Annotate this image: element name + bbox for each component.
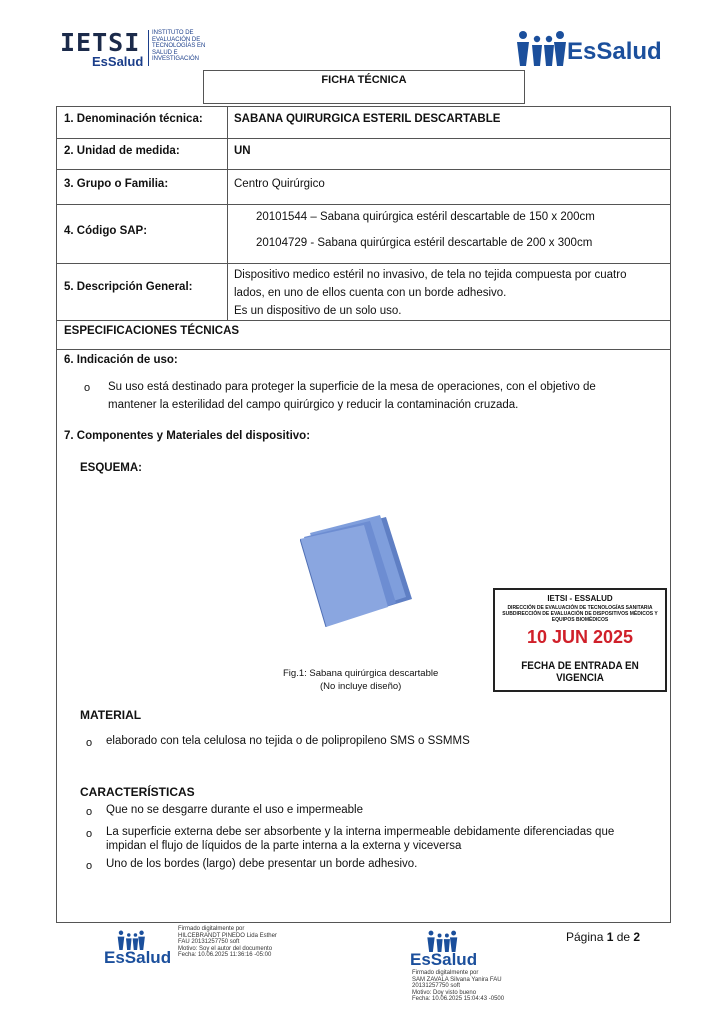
footer-logo-word: EsSalud (104, 948, 172, 967)
value-descripcion-1: Dispositivo medico estéril no invasivo, de tela no tejida compuesta por cuatro (234, 269, 627, 281)
caracteristica-2-line-2: impidan el flujo de líquidos de la parte interna a la externa y viceversa (106, 840, 462, 852)
caracteristicas-title: CARACTERÍSTICAS (80, 785, 195, 799)
section-componentes-title: 7. Componentes y Materiales del dispositivo: (64, 430, 311, 442)
page-prefix: Página (566, 930, 607, 944)
figure-caption: Fig.1: Sabana quirúrgica descartable (283, 668, 439, 679)
stamp-subtitle-2: SUBDIRECCIÓN DE EVALUACIÓN DE DISPOSITIVOS MÉDICOS Y EQUIPOS BIOMÉDICOS (502, 611, 658, 623)
signature-line: Firmado digitalmente por (178, 926, 245, 932)
value-sap-2: 20104729 - Sabana quirúrgica estéril descartable de 200 x 300cm (256, 237, 593, 249)
ietsi-institute-name: INSTITUTO DE EVALUACIÓN DE TECNOLOGÍAS EN SALUD E INVESTIGACIÓN (152, 30, 206, 63)
label-unidad: 2. Unidad de medida: (64, 145, 180, 157)
ietsi-logo-word: IETSI (60, 28, 141, 57)
surgical-sheet-image (300, 515, 420, 627)
signature-line: SAM ZAVALA Silvana Yanira FAU (412, 976, 502, 983)
family-icon (515, 30, 567, 66)
signature-line: Fecha: 10.06.2025 15:04:43 -0500 (412, 996, 505, 1003)
footer-logo-word: EsSalud (410, 950, 478, 969)
value-grupo: Centro Quirúrgico (234, 178, 325, 190)
stamp-date: 10 JUN 2025 (526, 627, 634, 647)
row-divider (56, 263, 670, 264)
bullet-marker: o (86, 828, 93, 840)
page-total: 2 (633, 930, 641, 944)
caracteristica-1: Que no se desgarre durante el uso e impermeable (106, 804, 363, 816)
family-icon (426, 930, 458, 952)
value-denominacion: SABANA QUIRURGICA ESTERIL DESCARTABLE (234, 113, 501, 125)
caracteristica-3: Uno de los bordes (largo) debe presentar un borde adhesivo. (106, 858, 418, 870)
column-divider (227, 106, 228, 320)
footer-essalud-logo-1 (104, 930, 172, 967)
material-title: MATERIAL (80, 708, 142, 722)
essalud-logo (515, 30, 671, 70)
family-icon (116, 930, 146, 950)
signature-line: HILCEBRANDT PINEDO Lida Esther (178, 932, 277, 939)
label-denominacion: 1. Denominación técnica: (64, 113, 203, 125)
ietsi-logo-separator (148, 30, 149, 66)
row-divider (56, 204, 670, 205)
indicacion-line-2: mantener la esterilidad del campo quirúrgico y reducir la contaminación cruzada. (108, 399, 519, 411)
page-number (566, 930, 640, 944)
value-descripcion-3: Es un dispositivo de un solo uso. (234, 305, 402, 317)
stamp-title: IETSI - ESSALUD (547, 594, 613, 603)
vigencia-stamp (493, 588, 667, 692)
footer-essalud-logo-2 (410, 930, 476, 970)
value-sap-1: 20101544 – Sabana quirúrgica estéril descartable de 150 x 200cm (256, 211, 595, 223)
page-separator: de (613, 930, 634, 944)
stamp-footer: FECHA DE ENTRADA EN VIGENCIA (521, 660, 639, 684)
page-current: 1 (606, 930, 614, 944)
signature-line: 20131257750 soft (412, 983, 461, 990)
signature-line: FAU 20131257750 soft (178, 939, 240, 946)
value-descripcion-2: lados, en uno de ellos cuenta con un borde adhesivo. (234, 287, 507, 299)
row-divider (56, 169, 670, 170)
bullet-marker: o (86, 806, 93, 818)
label-grupo: 3. Grupo o Familia: (64, 178, 169, 190)
label-descripcion: 5. Descripción General: (64, 281, 193, 293)
material-text: elaborado con tela celulosa no tejida o de polipropileno SMS o SSMMS (106, 735, 470, 747)
ficha-title: FICHA TÉCNICA (321, 74, 407, 86)
ficha-title-box (203, 70, 525, 104)
bullet-marker: o (86, 860, 93, 872)
section-indicacion-title: 6. Indicación de uso: (64, 354, 178, 366)
esquema-label: ESQUEMA: (80, 462, 142, 474)
signature-block-1 (178, 926, 277, 959)
bullet-marker: o (84, 382, 91, 394)
value-unidad: UN (234, 145, 251, 157)
signature-block-2 (412, 970, 504, 1003)
stamp-subtitle (495, 605, 665, 623)
indicacion-line-1: Su uso está destinado para proteger la superficie de la mesa de operaciones, con el objetivo de (108, 381, 596, 393)
specs-heading: ESPECIFICACIONES TÉCNICAS (64, 325, 240, 337)
caracteristica-2-line-1: La superficie externa debe ser absorbente y la interna impermeable debidamente diferenciadas que (106, 826, 615, 838)
stamp-subtitle-1: DIRECCIÓN DE EVALUACIÓN DE TECNOLOGÍAS SANITARIA (507, 605, 653, 611)
ietsi-logo-sub: EsSalud (92, 54, 144, 69)
essalud-logo-word: EsSalud (567, 38, 662, 65)
figure-caption-note: (No incluye diseño) (320, 681, 402, 692)
row-divider (56, 138, 670, 139)
ietsi-logo (60, 28, 210, 72)
row-divider (56, 320, 670, 321)
bullet-marker: o (86, 737, 93, 749)
signature-line: Fecha: 10.06.2025 11:36:16 -05:00 (178, 952, 272, 959)
signature-line: Motivo: Doy visto bueno (412, 989, 477, 996)
row-divider (56, 349, 670, 350)
label-codigo-sap: 4. Código SAP: (64, 225, 148, 237)
signature-line: Firmado digitalmente por (412, 970, 479, 976)
signature-line: Motivo: Soy el autor del documento (178, 945, 273, 952)
